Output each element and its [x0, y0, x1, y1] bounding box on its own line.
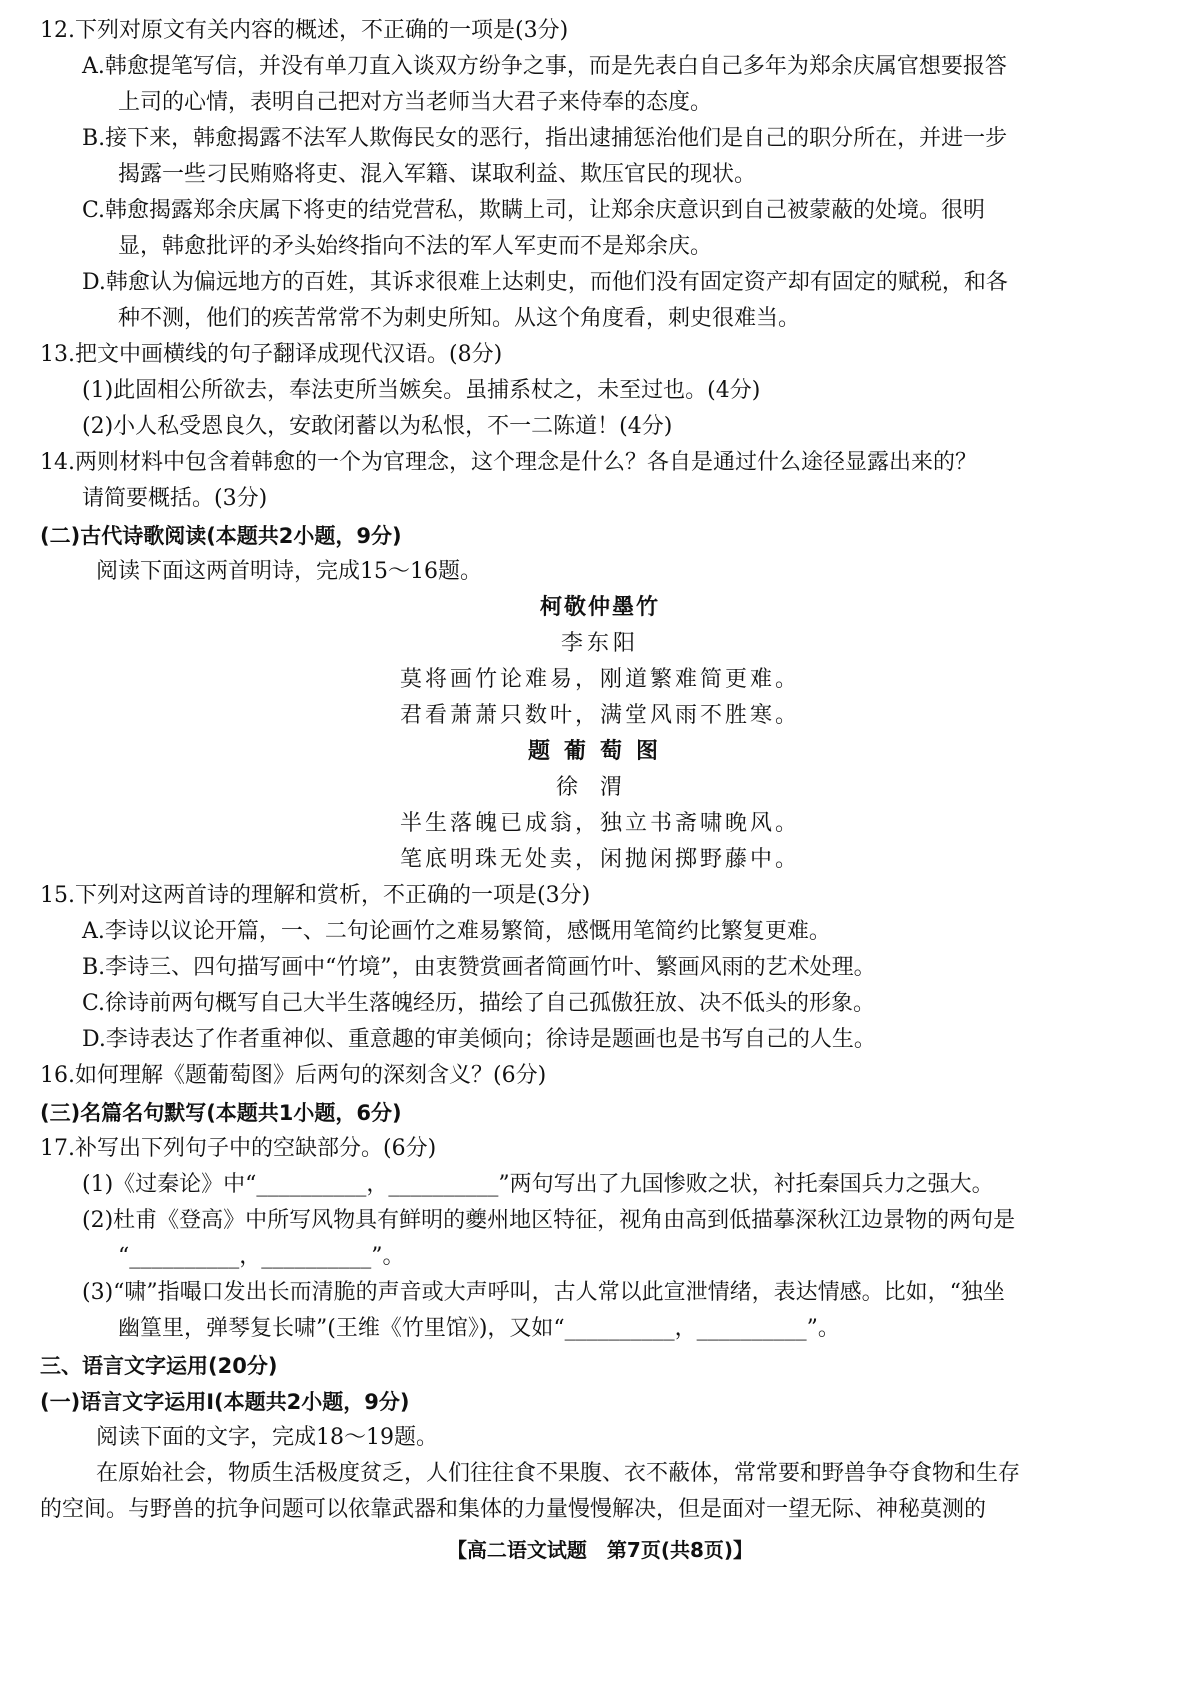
section-poetry-heading: (二)古代诗歌阅读(本题共2小题，9分) — [40, 524, 402, 548]
q17-item-2: (2)杜甫《登高》中所写风物具有鲜明的夔州地区特征，视角由高到低描摹深秋江边景物的两句是 — [82, 1208, 1016, 1233]
poem1-title: 柯敬仲墨竹 — [539, 595, 660, 620]
section-dictation-heading: (三)名篇名句默写(本题共1小题，6分) — [40, 1101, 402, 1125]
q15-option-c: C.徐诗前两句概写自己大半生落魄经历，描绘了自己孤傲狂放、决不低头的形象。 — [82, 991, 876, 1016]
q17-item-2-cont: “__________，__________”。 — [118, 1244, 405, 1269]
passage-line-1: 在原始社会，物质生活极度贫乏，人们往往食不果腹、衣不蔽体，常常要和野兽争夺食物和生存 — [96, 1461, 1021, 1486]
passage-line-2: 的空间。与野兽的抗争问题可以依靠武器和集体的力量慢慢解决，但是面对一望无际、神秘莫测的 — [40, 1497, 987, 1522]
poem2-line-2: 笔底明珠无处卖，闲抛闲掷野藤中。 — [399, 847, 800, 872]
q12-option-d: D.韩愈认为偏远地方的百姓，其诉求很难上达刺史，而他们没有固定资产却有固定的赋税，和各 — [82, 270, 1008, 295]
section-language-intro: 阅读下面的文字，完成18～19题。 — [96, 1425, 438, 1450]
q12-option-d-cont: 种不测，他们的疾苦常常不为刺史所知。从这个角度看，刺史很难当。 — [118, 306, 801, 331]
section-language-heading: (一)语言文字运用Ⅰ(本题共2小题，9分) — [40, 1390, 410, 1414]
q15-option-a: A.李诗以议论开篇，一、二句论画竹之难易繁简，感慨用笔简约比繁复更难。 — [82, 919, 831, 944]
q15-option-d: D.李诗表达了作者重神似、重意趣的审美倾向；徐诗是题画也是书写自己的人生。 — [82, 1027, 876, 1052]
q17-item-3-cont: 幽篁里，弹琴复长啸”(王维《竹里馆》)，又如“__________，__________”。 — [118, 1316, 840, 1341]
q17-stem: 17.补写出下列句子中的空缺部分。(6分) — [40, 1136, 437, 1161]
q17-item-3: (3)“啸”指嘬口发出长而清脆的声音或大声呼叫，古人常以此宣泄情绪，表达情感。比如，“独坐 — [82, 1280, 1005, 1305]
q13-sentence-2: (2)小人私受恩良久，安敢闭蓄以为私恨，不一二陈道！(4分) — [82, 414, 673, 439]
poem2-line-1: 半生落魄已成翁，独立书斋啸晚风。 — [399, 811, 800, 836]
page-footer: 【高二语文试题 第7页(共8页)】 — [446, 1538, 754, 1562]
part3-heading: 三、语言文字运用(20分) — [40, 1354, 278, 1378]
q12-option-a: A.韩愈提笔写信，并没有单刀直入谈双方纷争之事，而是先表白自己多年为郑余庆属官想要报答 — [82, 54, 1007, 79]
q14-stem: 14.两则材料中包含着韩愈的一个为官理念，这个理念是什么？各自是通过什么途径显露出来的？ — [40, 450, 977, 475]
poem1-line-1: 莫将画竹论难易，刚道繁难简更难。 — [399, 667, 800, 692]
q15-option-b: B.李诗三、四句描写画中“竹境”，由衷赞赏画者简画竹叶、繁画风雨的艺术处理。 — [82, 955, 876, 980]
poem1-author: 李东阳 — [560, 631, 639, 656]
q12-option-b: B.接下来，韩愈揭露不法军人欺侮民女的恶行，指出逮捕惩治他们是自己的职分所在，并进一步 — [82, 126, 1008, 151]
q12-stem: 12.下列对原文有关内容的概述，不正确的一项是(3分) — [40, 18, 569, 43]
q12-option-c-cont: 显，韩愈批评的矛头始终指向不法的军人军吏而不是郑余庆。 — [118, 234, 713, 259]
poem2-title: 题葡萄图 — [527, 739, 672, 764]
poem2-author: 徐渭 — [555, 775, 644, 800]
q16-stem: 16.如何理解《题葡萄图》后两句的深刻含义？(6分) — [40, 1063, 547, 1088]
q13-stem: 13.把文中画横线的句子翻译成现代汉语。(8分) — [40, 342, 503, 367]
q12-option-a-cont: 上司的心情，表明自己把对方当老师当大君子来侍奉的态度。 — [118, 90, 713, 115]
q13-sentence-1: (1)此固相公所欲去，奉法吏所当嫉矣。虽捕系杖之，未至过也。(4分) — [82, 378, 761, 403]
q17-item-1: (1)《过秦论》中“__________，__________”两句写出了九国惨败之状，衬托秦国兵力之强大。 — [82, 1172, 994, 1197]
q14-stem-cont: 请简要概括。(3分) — [82, 486, 268, 511]
poem1-line-2: 君看萧萧只数叶，满堂风雨不胜寒。 — [399, 703, 800, 728]
q12-option-b-cont: 揭露一些刁民贿赂将吏、混入军籍、谋取利益、欺压官民的现状。 — [118, 162, 757, 187]
q15-stem: 15.下列对这两首诗的理解和赏析，不正确的一项是(3分) — [40, 883, 591, 908]
q12-option-c: C.韩愈揭露郑余庆属下将吏的结党营私，欺瞒上司，让郑余庆意识到自己被蒙蔽的处境。很明 — [82, 198, 986, 223]
section-poetry-intro: 阅读下面这两首明诗，完成15～16题。 — [96, 559, 482, 584]
